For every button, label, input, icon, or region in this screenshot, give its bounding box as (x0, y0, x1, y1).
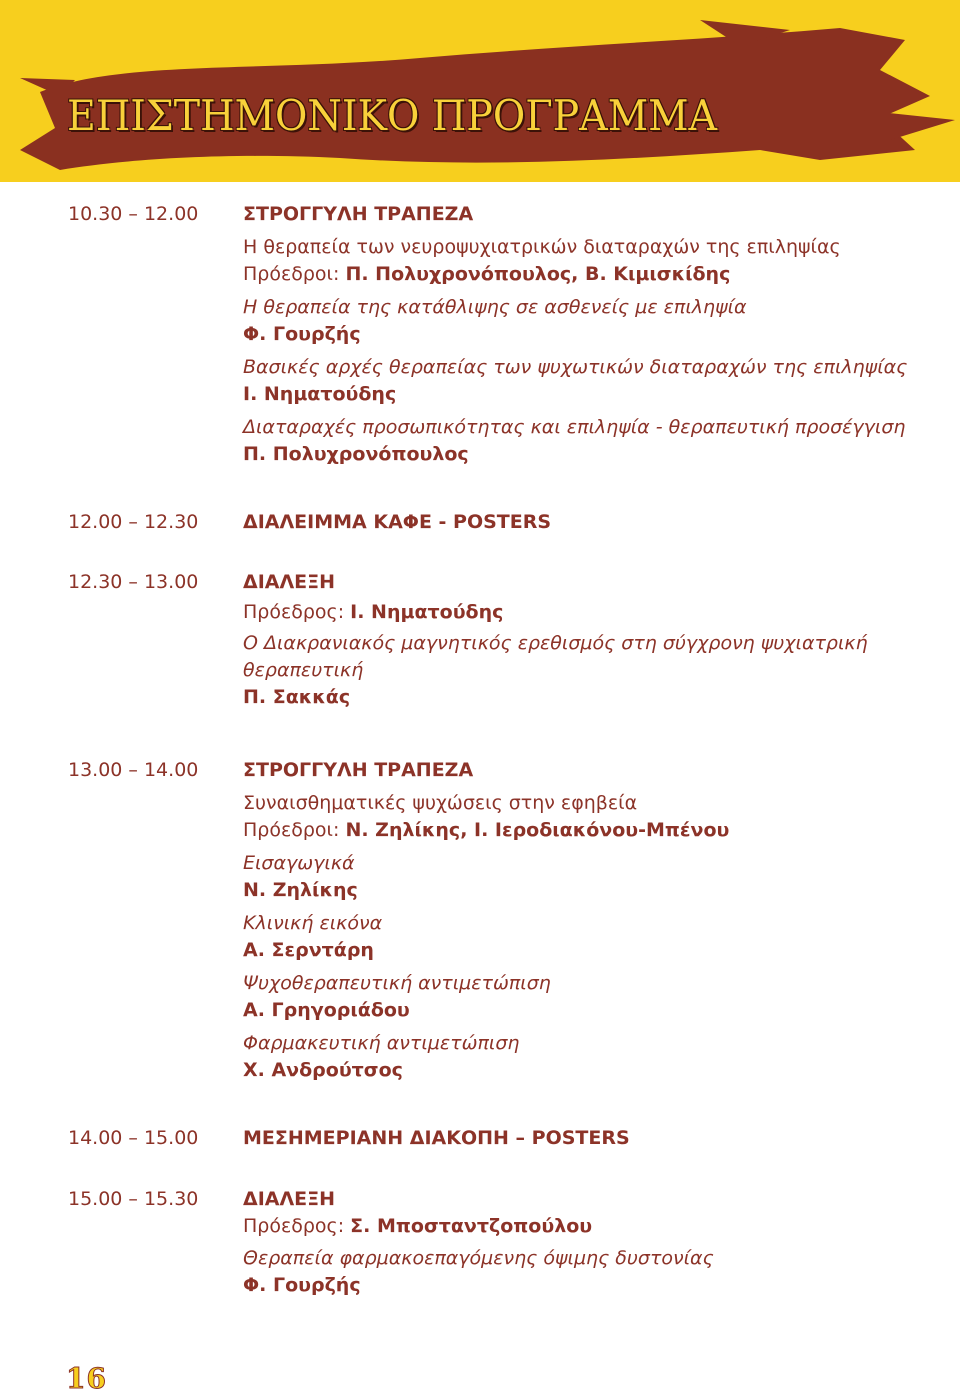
session-topic: Η θεραπεία των νευροψυχιατρικών διαταραχών της επιληψίας (243, 236, 841, 258)
page-number: 16 (66, 1362, 107, 1395)
talk-speaker: Α. Γρηγοριάδου (243, 999, 410, 1021)
chair-label: Πρόεδρος: (243, 601, 345, 623)
talk-title: Διαταραχές προσωπικότητας και επιληψία - θεραπευτική προσέγγιση (243, 416, 906, 438)
talk-speaker: Φ. Γουρζής (243, 1274, 361, 1296)
session-title: ΔΙΑΛΕΞΗ (243, 1188, 336, 1210)
talk-title: Θεραπεία φαρμακοεπαγόμενης όψιμης δυστονίας (243, 1247, 714, 1269)
session-title: ΔΙΑΛΕΙΜΜΑ ΚΑΦΕ - POSTERS (243, 511, 552, 533)
session-time: 12.30 – 13.00 (68, 571, 199, 593)
chairs-label: Πρόεδροι: (243, 263, 340, 285)
session-time: 15.00 – 15.30 (68, 1188, 199, 1210)
talk-title: Ψυχοθεραπευτική αντιμετώπιση (243, 972, 551, 994)
talk-speaker: Χ. Ανδρούτσος (243, 1059, 403, 1081)
session-content (243, 1185, 933, 1299)
session-content (243, 508, 933, 536)
session-time: 12.00 – 12.30 (68, 511, 199, 533)
talk-title: Φαρμακευτική αντιμετώπιση (243, 1032, 520, 1054)
talk-title-continued: θεραπευτική (243, 659, 364, 681)
session-title: ΣΤΡΟΓΓΥΛΗ ΤΡΑΠΕΖΑ (243, 203, 474, 225)
chair-label: Πρόεδρος: (243, 1215, 345, 1237)
talk-speaker: Π. Πολυχρονόπουλος (243, 443, 469, 465)
talk-speaker: Π. Σακκάς (243, 686, 351, 708)
talk-title: Ο Διακρανιακός μαγνητικός ερεθισμός στη σύγχρονη ψυχιατρική (243, 632, 868, 654)
session-content (243, 756, 933, 1084)
chair-name: Ι. Νηματούδης (350, 601, 504, 623)
talk-speaker: Ν. Ζηλίκης (243, 879, 358, 901)
talk-title: Κλινική εικόνα (243, 912, 383, 934)
session-chairs (243, 261, 933, 288)
session-title: ΣΤΡΟΓΓΥΛΗ ΤΡΑΠΕΖΑ (243, 759, 474, 781)
session-chair (243, 1213, 933, 1240)
session-content (243, 1124, 933, 1152)
session-content (243, 568, 933, 711)
session-time: 13.00 – 14.00 (68, 759, 199, 781)
session-content (243, 200, 933, 468)
talk-speaker: Φ. Γουρζής (243, 323, 361, 345)
session-title: ΔΙΑΛΕΞΗ (243, 571, 336, 593)
chair-name: Σ. Μποσταντζοπούλου (350, 1215, 593, 1237)
session-time: 14.00 – 15.00 (68, 1127, 199, 1149)
talk-title: Εισαγωγικά (243, 852, 355, 874)
session-time: 10.30 – 12.00 (68, 203, 199, 225)
chairs-names: Π. Πολυχρονόπουλος, Β. Κιμισκίδης (345, 263, 731, 285)
talk-title: Η θεραπεία της κατάθλιψης σε ασθενείς με επιληψία (243, 296, 747, 318)
header-band (0, 0, 960, 182)
session-title: ΜΕΣΗΜΕΡΙΑΝΗ ΔΙΑΚΟΠΗ – POSTERS (243, 1127, 630, 1149)
page-title: ΕΠΙΣΤΗΜΟΝΙΚΟ ΠΡΟΓΡΑΜΜΑ (67, 91, 718, 140)
chairs-label: Πρόεδροι: (243, 819, 340, 841)
session-chair (243, 599, 933, 626)
session-chairs (243, 817, 933, 844)
talk-speaker: Α. Σερντάρη (243, 939, 374, 961)
chairs-names: Ν. Ζηλίκης, Ι. Ιεροδιακόνου-Μπένου (345, 819, 730, 841)
talk-speaker: Ι. Νηματούδης (243, 383, 397, 405)
session-topic: Συναισθηματικές ψυχώσεις στην εφηβεία (243, 792, 638, 814)
talk-title: Βασικές αρχές θεραπείας των ψυχωτικών διαταραχών της επιληψίας (243, 356, 908, 378)
